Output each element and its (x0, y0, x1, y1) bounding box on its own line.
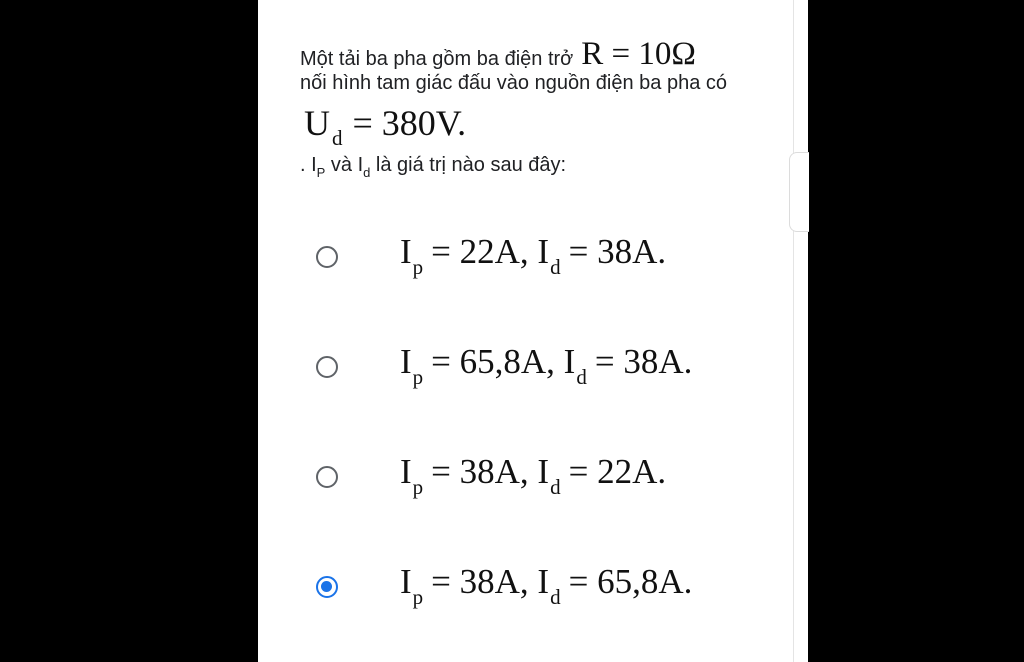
ip-subscript: p (412, 255, 424, 279)
option-4-formula (400, 562, 693, 609)
option-3-ip-value: = 38A, I (431, 452, 550, 491)
ip-subscript: p (412, 475, 424, 499)
answer-option-1[interactable] (314, 232, 744, 302)
option-3-id-value: = 22A. (568, 452, 667, 491)
option-4-ip-value: = 38A, I (431, 562, 550, 601)
id-subscript: d (550, 255, 561, 279)
question-line-4 (300, 154, 567, 180)
radio-button-option-4-selected[interactable] (316, 576, 338, 598)
id-subscript: d (550, 475, 561, 499)
voltage-symbol: U (304, 103, 330, 143)
ip-symbol: I (400, 562, 412, 601)
q4-prefix: . I (300, 154, 317, 176)
voltage-subscript: d (332, 126, 343, 150)
q4-sub-p: P (316, 165, 326, 180)
ip-symbol: I (400, 452, 412, 491)
answer-option-4[interactable] (314, 562, 744, 632)
side-tab-handle[interactable] (789, 152, 809, 232)
ip-symbol: I (400, 342, 412, 381)
option-1-ip-value: = 22A, I (431, 232, 550, 271)
radio-button-option-1[interactable] (316, 246, 338, 268)
question-line-2: nối hình tam giác đấu vào nguồn điện ba pha có (300, 72, 727, 94)
option-2-ip-value: = 65,8A, I (431, 342, 576, 381)
q4-rest: là giá trị nào sau đây: (370, 154, 567, 176)
ip-subscript: p (412, 585, 424, 609)
q4-mid: và I (325, 154, 364, 176)
voltage-formula (304, 102, 467, 150)
card-content (258, 0, 794, 662)
ip-subscript: p (412, 365, 424, 389)
question-line-1-text: Một tải ba pha gồm ba điện trở (300, 48, 574, 70)
question-card (258, 0, 808, 662)
option-2-formula (400, 342, 693, 389)
answer-option-2[interactable] (314, 342, 744, 412)
option-4-id-value: = 65,8A. (568, 562, 693, 601)
radio-button-option-3[interactable] (316, 466, 338, 488)
option-3-formula (400, 452, 667, 499)
answer-option-3[interactable] (314, 452, 744, 522)
id-subscript: d (576, 365, 587, 389)
ip-symbol: I (400, 232, 412, 271)
radio-button-option-2[interactable] (316, 356, 338, 378)
option-1-formula (400, 232, 667, 279)
resistance-formula: R = 10Ω (581, 36, 696, 72)
question-line-1 (300, 36, 696, 73)
right-black-bar (808, 0, 1024, 662)
left-black-bar (0, 0, 258, 662)
option-2-id-value: = 38A. (594, 342, 693, 381)
id-subscript: d (550, 585, 561, 609)
q4-sub-d: d (363, 165, 371, 180)
voltage-value: = 380V. (352, 103, 467, 143)
option-1-id-value: = 38A. (568, 232, 667, 271)
